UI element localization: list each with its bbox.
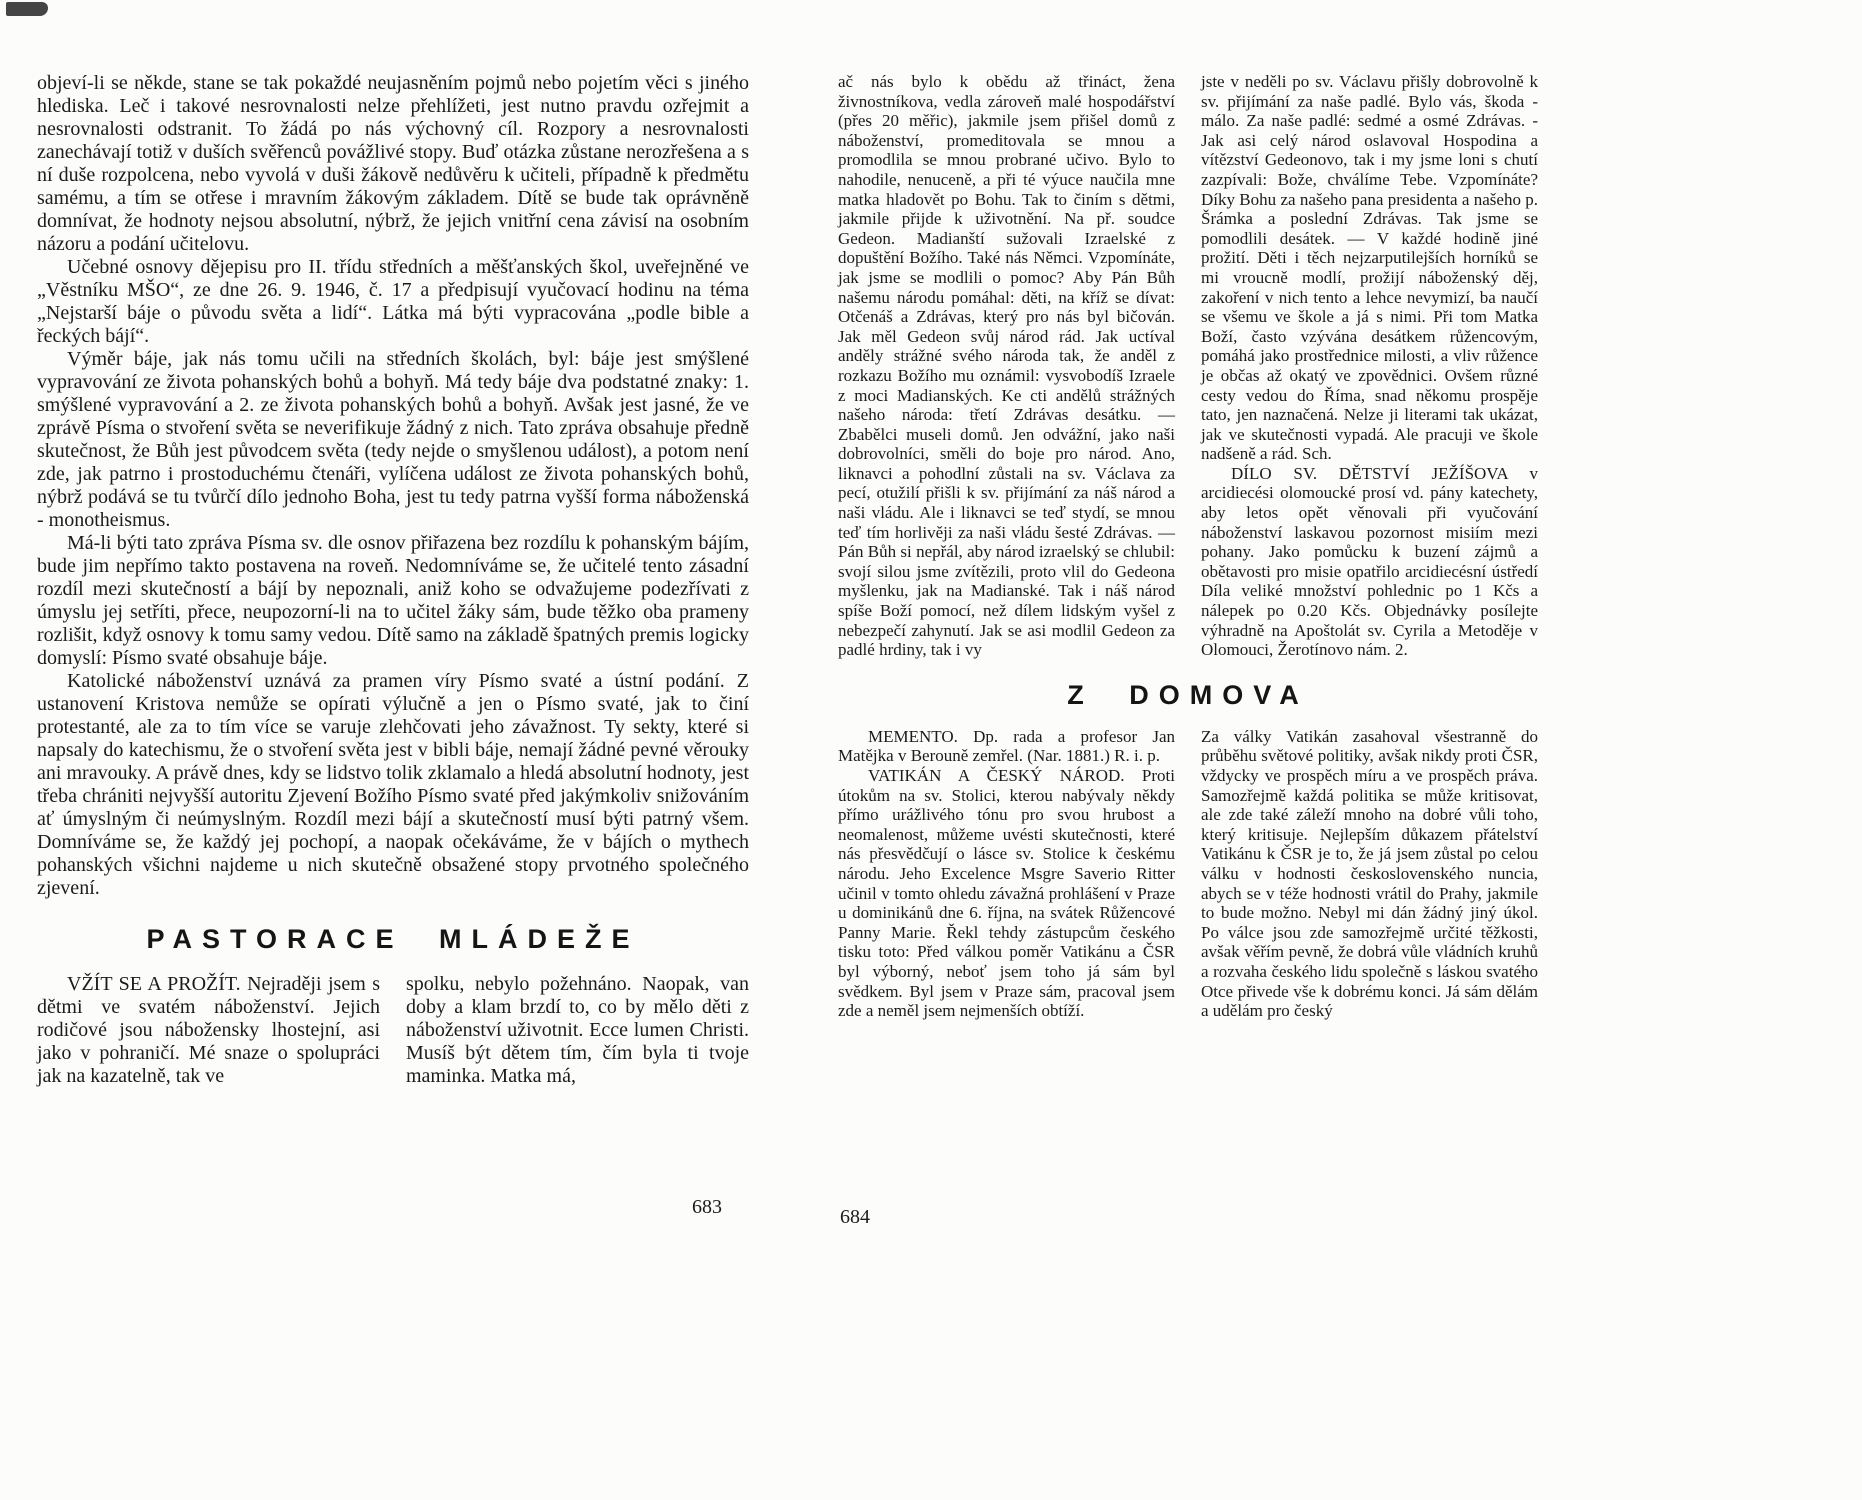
section-heading-pastorace-mladeze: PASTORACE MLÁDEŽE xyxy=(146,924,640,954)
paragraph-jste-v-nedeli: jste v neděli po sv. Václavu přišly dobrovolně k sv. přijímání za naše padlé. Bylo vás, škoda - málo. Za naše padlé: sedmé a osmé Zdrávas. - Jak asi celý národ oslavoval Hospodina a vítězství Gedeonovo, tak i my jsme loni s chutí zazpívali: Bože, chválíme Tebe. Vzpomínáte? Díky Bohu za našeho pana presidenta a našeho p. Šrámka a poslední Zdrávas. Tak jsme se pomodlili desátek. — V každé hodině jiné prožití. Děti i těch nejzarputilejších horníků se mi vroucně modlí, prožijí náboženský děj, zakoření v nich tento a lehce nevymizí, ba naučí se všemu ve škole a já s nimi. Při tom Matka Boží, často vzývána desátkem růžencovým, pomáhá jako prostřednice milosti, a vliv růžence je občas až okatý ve zpovědnici. Ovšem různé cesty vedou do Říma, snad někomu prospěje tato, jen naznačená. Nelze ji literami tak ukázat, jak ve skutečnosti vypadá. Ale pracuji ve škole nadšeně a rád. Sch. xyxy=(1201,72,1538,464)
scan-artifact-mark xyxy=(6,2,48,16)
z-domova-column-right xyxy=(1201,727,1538,1021)
paragraph-vzit-se-a-prozit: VŽÍT SE A PROŽÍT. Nejraději jsem s dětmi ve svatém náboženství. Jejich rodičové jsou nábožensky lhostejní, asi jako v pohraničí. Mé snaze o spolupráci jak na kazatelně, tak ve xyxy=(37,973,380,1087)
paragraph-vatikan-a-cesky-narod: VATIKÁN A ČESKÝ NÁROD. Proti útokům na sv. Stolici, kterou nabývaly někdy přímo urážlivého tónu pro svou hrubost a neomalenost, můžeme uvésti skutečnosti, které nás přesvědčují o lásce sv. Stolice k českému národu. Jeho Excelence Msgre Saverio Ritter učinil v tomto ohledu závažná prohlášení v Praze u dominikánů dne 6. října, na svátek Růžencové Panny Marie. Řekl tehdy zástupcům českého tisku toto: Před válkou poměr Vatikánu a ČSR byl výborný, neboť jsem toho já sám byl svědkem. Byl jsem v Praze sám, pracoval jsem zde a neměl jsem nejmenších obtíží. xyxy=(838,766,1175,1021)
page-684 xyxy=(838,72,1538,1021)
pastorace-column-left xyxy=(37,973,380,1088)
paragraph-ma-li-byti: Má-li býti tato zpráva Písma sv. dle osnov přiřazena bez rozdílu k pohanským bájím, bude jim nepřímo takto postavena na roveň. Nedomníváme se, že učitelé tento zásadní rozdíl mezi skutečností a bájí by nepoznali, aniž koho se odvažujeme podezřívati z úmyslu jej setříti, přece, neupozorní-li na to učitel žáky sám, bude těžko oba prameny rozlišit, když osnovy k tomu samy vedou. Dítě samo na základě špatných premis logicky domyslí: Písmo svaté obsahuje báje. xyxy=(37,532,749,669)
pastorace-column-right xyxy=(406,973,749,1088)
paragraph-spolku-nebylo: spolku, nebylo požehnáno. Naopak, van doby a klam brzdí to, co by mělo děti z náboženství uživotnit. Ecce lumen Christi. Musíš být dětem tím, čím byla ti tvoje maminka. Matka má, xyxy=(406,973,749,1087)
paragraph-katolicke-nabozenstvi: Katolické náboženství uznává za pramen víry Písmo svaté a ústní podání. Z ustanovení Kristova nemůže se opírati výlučně a jen o Písmo svaté, jak to činí protestanté, ale za to tím více se varuje zlehčovati jeho závažnost. Ty sekty, které si napsaly do katechismu, že o stvoření světa jest v bibli báje, nemají žádné pevné věrouky ani mravouky. A právě dnes, kdy se lidstvo tolik zklamalo a hledá absolutní hodnoty, jest třeba chrániti nejvyšší autoritu Zjevení Božího Písmo svaté před jakýmkoliv snižováním ať úmyslným či neúmyslným. Rozdíl mezi bájí a skutečností musí býti patrný všem. Domníváme se, že každý jej pochopí, a naopak očekáváme, že v bájích o mythech pohanských všichni najdeme u nich skutečně obsažené stopy prvotného společného zjevení. xyxy=(37,670,749,899)
page-683 xyxy=(37,72,749,1088)
paragraph-memento: MEMENTO. Dp. rada a profesor Jan Matějka v Berouně zemřel. (Nar. 1881.) R. i. p. xyxy=(838,726,1175,766)
right-page-top-column-right xyxy=(1201,72,1538,660)
left-page-main-column xyxy=(37,72,749,900)
z-domova-columns xyxy=(838,727,1538,1021)
page-number-684: 684 xyxy=(840,1206,870,1228)
paragraph-ac-nas-bylo: ač nás bylo k obědu až třináct, žena živnostníkova, vedla zároveň malé hospodářství (přes 20 měřic), jakmile jsem přišel domů z náboženství, promeditovala se mnou a promodlila se mnou probrané učivo. Bylo to nahodile, nenuceně, a při té výuce naučila mne matka hladovět po Bohu. Tak to činím s dětmi, jakmile přijde k uživotnění. Na př. soudce Gedeon. Madianští sužovali Izraelské z dopuštění Božího. Také nás Němci. Vzpomínáte, jak jsme se modlili o pomoc? Aby Pán Bůh našemu národu pomáhal: děti, na kříž se dívat: Otčenáš a Zdrávas, který pro nás byl bičován. Jak měl Gedeon svůj národ rád. Jak uctíval anděly strážné svého národa tak, že anděl z rozkazu Božího mu oznámil: vysvobodíš Izraele z moci Madianských. Ke cti andělů strážných našeho národa: třetí Zdrávas desátku. — Zbabělci museli domů. Jen odvážní, jako naši dobrovolníci, směli do boje pro národ. Ano, liknavci a pohodlní zůstali na sv. Václava za pecí, otužilí přišli k sv. přijímání za náš národ a naši vládu. Ale i liknavci se teď stydí, se mnou teď tím horlivěji za naši vládu šesté Zdrávas. — Pán Bůh si nepřál, aby národ izraelský se chlubil: svojí silou jsme zvítězili, proto vlil do Gedeona myšlenku, jak na Madianské. Tak i náš národ spíše Boží pomocí, než dílem lidským vyšel z nebezpečí zahynutí. Jak se asi modlil Gedeon za padlé hrdiny, tak i vy xyxy=(838,72,1175,660)
page-number-683: 683 xyxy=(692,1196,722,1218)
paragraph-ucebne-osnovy: Učebné osnovy dějepisu pro II. třídu středních a měšťanských škol, uveřejněné ve „Věstníku MŠO“, ze dne 26. 9. 1946, č. 17 a předpisují vyučovací hodinu na téma „Nejstarší báje o původu světa a lidí“. Látka má býti vypracována „podle bible a řeckých bájí“. xyxy=(37,256,749,347)
pastorace-columns xyxy=(37,973,749,1088)
right-page-top-column-left xyxy=(838,72,1175,660)
paragraph-continuation-objevi-li: objeví-li se někde, stane se tak pokaždé neujasněním pojmů nebo pojetím věci s jiného hlediska. Leč i takové nesrovnalosti nelze přehlížeti, jest nutno pravdu ozřejmit a nesrovnalosti odstranit. To žádá po nás výchovný cíl. Rozpory a nesrovnalosti zanechávají totiž v duších svěřenců povážlivé stopy. Buď otázka zůstane nerozřešena a s ní duše rozpolcena, nebo vyvolá v duši žákově nedůvěru k učiteli, případně k předmětu samému, a tím se otřese i mravním žákovým základem. Dítě se bude tak oprávněně domnívat, že hodnoty nejsou absolutní, nýbrž, že jejich vnitřní cena závisí na osobním názoru a podání učitelovu. xyxy=(37,72,749,255)
paragraph-vymer-baje: Výměr báje, jak nás tomu učili na středních školách, byl: báje jest smýšlené vypravování ze života pohanských bohů a bohyň. Má tedy báje dva podstatné znaky: 1. smýšlené vypravování a 2. ze života pohanských bohů a bohyň. Avšak jest jasné, že ve zprávě Písma o stvoření světa se neverifikuje žádný z nich. Tato zpráva obsahuje předně skutečnost, že Bůh jest původcem světa (tedy nejde o smyšlenou událost), a potom není zde, jak patrno i prostoduchému čtenáři, vylíčena událost ze života pohanských bohů, nýbrž podává se tu tvůrčí dílo jednoho Boha, jest tu tedy patrna vyšší forma náboženská - monotheismus. xyxy=(37,348,749,531)
section-heading-z-domova: Z DOMOVA xyxy=(1067,679,1309,710)
paragraph-za-valky-vatikan: Za války Vatikán zasahoval všestranně do průběhu světové politiky, avšak nikdy proti ČSR, vždycky ve prospěch míru a ve prospěch práva. Samozřejmě každá politika se může kritisovat, ale zde také záleží mnoho na dobré vůli toho, který kritisuje. Nejlepším důkazem přátelství Vatikánu k ČSR je to, že já jsem zůstal po celou válku v hodnosti československého nuncia, abych se v téže hodnosti vrátil do Prahy, jakmile to bude možno. Nebyl mi dán žádný jiný úkol. Po válce jsou zde samozřejmě určité těžkosti, avšak věřím pevně, že dobrá vůle vládních kruhů a rozvaha českého lidu společně s láskou svatého Otce přivede vše k dobrému konci. Já sám dělám a udělám pro český xyxy=(1201,726,1538,1021)
right-page-top-columns xyxy=(838,72,1538,660)
z-domova-column-left xyxy=(838,727,1175,1021)
paragraph-dilo-sv-detstvi: DÍLO SV. DĚTSTVÍ JEŽÍŠOVA v arcidiecési olomoucké prosí vd. pány katechety, aby letos opět věnovali při vyučování náboženství laskavou pozornost misiím mezi pohany. Jako pomůcku k buzení zájmů a obětavosti pro misie opatřilo arcidiecésní ústředí Díla veliké množství pohlednic po 1 Kčs a nálepek po 0.20 Kčs. Objednávky posílejte výhradně na Apoštolát sv. Cyrila a Metoděje v Olomouci, Žerotínovo nám. 2. xyxy=(1201,463,1538,660)
